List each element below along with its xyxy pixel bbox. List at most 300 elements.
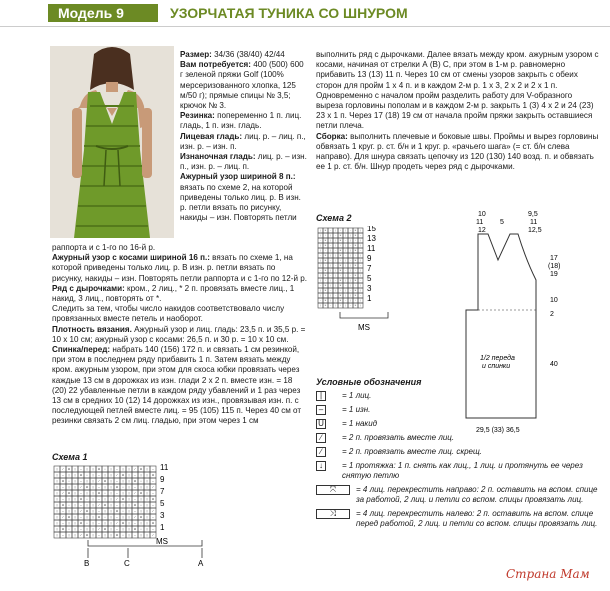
chart-row-number: 9 <box>160 475 165 484</box>
size-value: 34/36 (38/40) 42/44 <box>211 50 285 59</box>
chart-symbol: | <box>360 255 361 257</box>
chart-symbol: ∕ <box>340 290 341 292</box>
arrow-a-label: A <box>198 559 204 568</box>
chart-symbol: | <box>110 503 112 507</box>
chart-symbol: U <box>354 250 357 252</box>
chart-symbol: – <box>349 275 352 277</box>
chart-symbol: | <box>335 290 336 292</box>
chart-symbol: | <box>360 290 361 292</box>
chart-symbol: – <box>334 265 337 267</box>
chart-symbol: U <box>121 521 125 525</box>
pattern-top-2: 11 <box>476 219 484 226</box>
chart-symbol: | <box>140 521 142 525</box>
chart-row-number: 7 <box>367 264 372 273</box>
chart-symbol: | <box>104 521 106 525</box>
chart-symbol: | <box>92 497 94 501</box>
chart-symbol: | <box>330 265 331 267</box>
chart-symbol: | <box>56 491 58 495</box>
legend-text: = 1 накид <box>342 419 378 428</box>
chart-symbol: U <box>115 485 119 489</box>
chart-symbol: – <box>344 300 347 302</box>
chart-symbol: | <box>110 527 112 531</box>
chart-symbol: | <box>122 527 124 531</box>
chart-symbol: | <box>128 479 130 483</box>
pattern-top-3: 12 <box>478 227 486 234</box>
pattern-top-5: 11 <box>530 219 538 226</box>
pattern-side-1: 17 <box>550 255 558 262</box>
chart-row-number: 3 <box>160 511 165 520</box>
chart-symbol: ∕ <box>98 527 100 531</box>
chart-symbol: | <box>360 275 361 277</box>
chart-symbol: | <box>335 300 336 302</box>
chart-symbol: | <box>110 467 112 471</box>
chart-symbol: | <box>345 290 346 292</box>
chart-symbol: | <box>360 245 361 247</box>
knit-symbol: | <box>316 391 326 401</box>
legend-item <box>316 405 600 415</box>
chart-symbol: | <box>68 485 70 489</box>
chart-symbol: | <box>350 270 351 272</box>
chart-symbol: – <box>359 265 362 267</box>
chart-symbol: U <box>133 527 137 531</box>
chart-symbol: U <box>61 479 65 483</box>
chart-symbol: U <box>339 270 342 272</box>
pattern-side-2: (18) <box>548 263 561 270</box>
chart-symbol: | <box>350 265 351 267</box>
legend-title: Условные обозначения <box>316 377 422 387</box>
chart-symbol: ∕ <box>152 533 154 537</box>
legend-item <box>316 461 600 481</box>
chart-symbol: | <box>74 479 76 483</box>
chart-symbol: – <box>116 527 118 531</box>
pattern-side-5: 2 <box>550 311 554 318</box>
legend <box>316 377 600 533</box>
lace-pattern-label: Ажурный узор шириной 8 п.: <box>180 172 296 182</box>
instructions-column-3 <box>316 50 600 172</box>
chart-symbol: | <box>140 485 142 489</box>
instructions-column-2 <box>52 243 308 427</box>
eyelet-row-label: Ряд с дырочками: <box>52 283 125 293</box>
pattern-side-3: 19 <box>550 271 558 278</box>
chart-symbol: | <box>320 305 321 307</box>
chart-symbol: ∕ <box>80 485 82 489</box>
chart-symbol: | <box>92 533 94 537</box>
pattern-side-6: 40 <box>550 361 558 368</box>
chart-symbol: ∕ <box>134 515 136 519</box>
chart-symbol: | <box>74 521 76 525</box>
chart-symbol: U <box>67 467 71 471</box>
chart-symbol: – <box>116 467 118 471</box>
chart-symbol: | <box>110 491 112 495</box>
reverse-stockinette-label: Изнаночная гладь: <box>180 152 256 162</box>
chart-symbol: ∕ <box>325 295 326 297</box>
chart-symbol: ∕ <box>152 485 154 489</box>
chart-symbol: U <box>103 503 107 507</box>
chart-symbol: | <box>128 497 130 501</box>
chart-symbol: ∕ <box>340 260 341 262</box>
chart-symbol: | <box>56 503 58 507</box>
chart-symbol: | <box>360 305 361 307</box>
chart-symbol: | <box>104 533 106 537</box>
chart-symbol: | <box>128 467 130 471</box>
chart-symbol: U <box>85 509 89 513</box>
chart-symbol: | <box>56 479 58 483</box>
chart-symbol: ↓ <box>140 503 142 507</box>
chart-symbol: U <box>339 240 342 242</box>
back-front-value: набрать 140 (156) 172 п. и связать 1 см резинкой, при этом в последнем ряду прибавить 1 п. Затем вязать между кром. ажурным узором, при этом для скоса юбки провязать через каждые 13 см в дорожках из изн. глади 2 х 2 п. вместе изн. = 18 (20) 22 убавленные петли в каждом ряду убавлений и 1 раз через 13 см в средних 10 (12) 14 дорожках из изн., провязывая изн. п. с последующей петлей вместе лиц. = 95 (105) 115 п. Через 40 см от резинки связать 2 см лиц. гладью, при этом через 1 см <box>52 345 302 426</box>
chart-symbol: – <box>319 240 322 242</box>
chart-symbol: – <box>319 270 322 272</box>
chart-symbol: U <box>61 527 65 531</box>
chart-symbol: U <box>103 479 107 483</box>
chart-symbol: ∕ <box>325 280 326 282</box>
chart-symbol: – <box>334 235 337 237</box>
chart-symbol: | <box>128 515 130 519</box>
chart-symbol: U <box>324 230 327 232</box>
chart-symbol: ∕ <box>355 255 356 257</box>
chart-symbol: ∕ <box>355 285 356 287</box>
chart-symbol: – <box>80 527 82 531</box>
chart-symbol: | <box>335 240 336 242</box>
chart-symbol: | <box>146 479 148 483</box>
chart-symbol: – <box>98 533 100 537</box>
instructions-column-1 <box>180 50 308 223</box>
chart-symbol: – <box>344 255 347 257</box>
chart-row-number: 1 <box>160 523 165 532</box>
chart-symbol: | <box>110 473 112 477</box>
chart-symbol: – <box>62 473 64 477</box>
chart-symbol: – <box>134 473 136 477</box>
chart-symbol: | <box>330 280 331 282</box>
chart-symbol: ↓ <box>122 509 124 513</box>
chart-symbol: | <box>74 503 76 507</box>
chart-symbol: U <box>324 260 327 262</box>
chart-row-number: 5 <box>160 499 165 508</box>
rib-label: Резинка: <box>180 111 215 121</box>
legend-text: = 4 лиц. перекрестить налево: 2 п. оставить на вспом. спице перед работой, 2 лиц. и петли со вспом. спицы провязать лиц. <box>356 509 598 528</box>
chart-symbol: – <box>349 290 352 292</box>
chart-symbol: | <box>128 473 130 477</box>
chart-symbol: U <box>151 521 155 525</box>
chart-symbol: | <box>104 497 106 501</box>
chart-row-number: 13 <box>367 234 376 243</box>
chart-symbol: | <box>320 250 321 252</box>
materials-label: Вам потребуется: <box>180 60 251 70</box>
chart-symbol: | <box>335 285 336 287</box>
chart-symbol: ∕ <box>116 497 118 501</box>
legend-item <box>316 391 600 401</box>
chart-symbol: U <box>139 467 143 471</box>
chart-symbol: – <box>152 527 154 531</box>
chart-symbol: U <box>354 245 357 247</box>
chart-symbol: ↓ <box>68 503 70 507</box>
yarn-over-symbol: U <box>316 419 326 429</box>
chart-symbol: | <box>74 527 76 531</box>
chart-symbol: – <box>134 497 136 501</box>
chart-symbol: – <box>80 491 82 495</box>
chart-symbol: | <box>146 467 148 471</box>
size-label: Размер: <box>180 50 212 59</box>
chart-symbol: | <box>146 473 148 477</box>
chart-symbol: | <box>92 485 94 489</box>
eyelet-row-value: кром., 2 лиц., * 2 п. провязать вместе лиц., 1 накид, 3 лиц., повторять от *. <box>52 283 295 304</box>
chart-symbol: U <box>324 305 327 307</box>
chart-symbol: | <box>330 270 331 272</box>
chart-symbol: | <box>320 260 321 262</box>
chart-symbol: U <box>115 533 119 537</box>
chart-symbol: | <box>56 485 58 489</box>
pattern-top-6: 12,5 <box>528 227 542 234</box>
chart-symbol: – <box>152 503 154 507</box>
chart-symbol: U <box>79 473 83 477</box>
chart-symbol: | <box>56 533 58 537</box>
chart-symbol: ∕ <box>325 235 326 237</box>
chart-symbol: | <box>122 467 124 471</box>
chart-symbol: | <box>110 485 112 489</box>
chart-symbol: – <box>134 521 136 525</box>
chart-symbol: | <box>146 521 148 525</box>
chart-symbol: | <box>350 250 351 252</box>
chart-symbol: | <box>350 300 351 302</box>
lace-pattern-value: вязать по схеме 2, на которой приведены только лиц. р. В изн. р. петли вязать по рисунку, накиды – изн. Повторять петли <box>180 182 301 223</box>
chart-symbol: – <box>98 485 100 489</box>
chart-symbol: ∕ <box>340 245 341 247</box>
chart-symbol: U <box>151 473 155 477</box>
chart-symbol: | <box>92 467 94 471</box>
chart-symbol: | <box>92 473 94 477</box>
chart-symbol: | <box>92 491 94 495</box>
reverse-stockinette-value: лиц. р. – изн. п., изн. р. – лиц. п. <box>180 152 307 172</box>
chart-symbol: – <box>349 260 352 262</box>
arrow-b-label: B <box>84 559 90 568</box>
chart-symbol: – <box>329 230 332 232</box>
chart-symbol: ∕ <box>325 265 326 267</box>
chart-symbol: | <box>146 515 148 519</box>
chart-symbol: | <box>350 280 351 282</box>
chart-symbol: | <box>68 521 70 525</box>
chart-symbol: U <box>339 250 342 252</box>
chart-symbol: | <box>335 245 336 247</box>
chart-symbol: U <box>354 280 357 282</box>
chart-symbol: | <box>330 255 331 257</box>
chart-symbol: – <box>134 533 136 537</box>
chart-symbol: ∕ <box>80 509 82 513</box>
scheme-1-title: Схема 1 <box>52 452 88 462</box>
chart-symbol: – <box>349 305 352 307</box>
chart-symbol: | <box>104 473 106 477</box>
pattern-bottom: 29,5 (33) 36,5 <box>476 427 520 434</box>
chart-symbol: – <box>152 515 154 519</box>
chart-symbol: ↓ <box>104 467 106 471</box>
pattern-label-1: 1/2 переда <box>480 355 515 362</box>
assembly-value: выполнить плечевые и боковые швы. Проймы и вырез горловины обвязать 1 круг. р. ст. б/н и 1 круг. р. «рачьего шага» (= ст. б/н слева направо). Для шнура связать цепочку из 120 (130) 140 возд. п. и обвязать ее 1 р. ст. б/н. Шнур продеть через ряд с дырочками. <box>316 131 599 172</box>
chart-symbol: – <box>116 503 118 507</box>
chart-symbol: | <box>92 515 94 519</box>
scheme-2-title: Схема 2 <box>316 213 352 223</box>
chart-symbol: | <box>140 497 142 501</box>
chart-symbol: – <box>344 240 347 242</box>
chart-symbol: | <box>146 527 148 531</box>
chart-symbol: | <box>330 295 331 297</box>
scheme-2-chart <box>316 226 426 334</box>
gauge-label: Плотность вязания. <box>52 324 132 334</box>
chart-symbol: | <box>104 509 106 513</box>
note-text: Следить за тем, чтобы число накидов соответствовало числу провязанных вместе петель и наоборот. <box>52 304 285 324</box>
chart-symbol: | <box>320 230 321 232</box>
chart-symbol: U <box>324 245 327 247</box>
legend-text: = 1 изн. <box>342 405 371 414</box>
chart-symbol: ↓ <box>86 497 88 501</box>
chart-symbol: | <box>74 485 76 489</box>
chart-symbol: | <box>56 467 58 471</box>
cable-pattern-value: вязать по схеме 1, на которой приведены только лиц. р. В изн. р. петли вязать по рисунку, накиды – изн. Повторять петли раппорта и с 1-го по 12-й р. <box>52 253 307 283</box>
chart-symbol: U <box>339 280 342 282</box>
model-photo <box>50 46 174 238</box>
chart-symbol: – <box>98 473 100 477</box>
legend-text: = 2 п. провязать вместе лиц. <box>342 433 455 442</box>
chart-symbol: U <box>97 467 101 471</box>
chart-symbol: U <box>324 300 327 302</box>
page-title: УЗОРЧАТАЯ ТУНИКА СО ШНУРОМ <box>170 5 408 21</box>
chart-symbol: | <box>56 473 58 477</box>
chart-symbol: – <box>329 245 332 247</box>
chart-symbol: ↓ <box>122 485 124 489</box>
chart-row-number: 1 <box>367 294 372 303</box>
chart-symbol: | <box>345 260 346 262</box>
chart-symbol: | <box>86 503 88 507</box>
chart-symbol: – <box>349 230 352 232</box>
chart-symbol: | <box>320 235 321 237</box>
legend-item <box>316 485 600 505</box>
chart-symbol: | <box>56 527 58 531</box>
chart-symbol: U <box>339 235 342 237</box>
chart-symbol: – <box>329 260 332 262</box>
scheme-1-chart <box>52 464 252 568</box>
chart-symbol: – <box>329 305 332 307</box>
chart-symbol: | <box>330 285 331 287</box>
chart-symbol: | <box>56 521 58 525</box>
chart-symbol: – <box>116 491 118 495</box>
scheme-1-ms: MS <box>156 537 168 546</box>
chart-symbol: U <box>79 497 83 501</box>
chart-symbol: U <box>139 491 143 495</box>
chart-symbol: – <box>349 245 352 247</box>
k2tog-tbl-symbol: ∕ <box>316 447 326 457</box>
page-header <box>0 0 610 24</box>
chart-symbol: ∕ <box>340 305 341 307</box>
chart-symbol: | <box>92 479 94 483</box>
chart-symbol: | <box>330 235 331 237</box>
chart-symbol: U <box>324 290 327 292</box>
chart-symbol: – <box>359 280 362 282</box>
chart-symbol: – <box>62 485 64 489</box>
legend-text: = 1 лиц. <box>342 391 372 400</box>
chart-symbol: – <box>359 235 362 237</box>
chart-symbol: ↓ <box>68 479 70 483</box>
chart-symbol: | <box>335 275 336 277</box>
chart-symbol: – <box>134 485 136 489</box>
chart-symbol: | <box>320 265 321 267</box>
chart-row-number: 7 <box>160 487 165 496</box>
chart-symbol: U <box>61 503 65 507</box>
chart-symbol: | <box>335 230 336 232</box>
stockinette-label: Лицевая гладь: <box>180 131 243 141</box>
chart-symbol: | <box>74 509 76 513</box>
chart-symbol: – <box>344 270 347 272</box>
chart-symbol: | <box>104 485 106 489</box>
tunic-illustration <box>50 46 174 238</box>
chart-symbol: | <box>345 275 346 277</box>
chart-symbol: U <box>151 497 155 501</box>
chart-symbol: – <box>116 479 118 483</box>
chart-symbol: | <box>345 230 346 232</box>
header-divider <box>0 26 610 27</box>
chart-symbol: | <box>330 300 331 302</box>
chart-symbol: | <box>320 290 321 292</box>
chart-symbol: | <box>320 280 321 282</box>
chart-symbol: – <box>319 300 322 302</box>
chart-symbol: | <box>92 527 94 531</box>
chart-symbol: – <box>359 250 362 252</box>
chart-symbol: U <box>324 270 327 272</box>
chart-symbol: | <box>110 533 112 537</box>
chart-symbol: | <box>350 285 351 287</box>
legend-item <box>316 419 600 429</box>
chart-symbol: | <box>128 485 130 489</box>
cable-pattern-label: Ажурный узор с косами шириной 16 п.: <box>52 253 210 263</box>
chart-symbol: ↓ <box>104 491 106 495</box>
chart-symbol: | <box>140 533 142 537</box>
chart-symbol: | <box>345 235 346 237</box>
chart-symbol: U <box>121 497 125 501</box>
chart-symbol: ∕ <box>340 275 341 277</box>
chart-symbol: U <box>354 260 357 262</box>
model-label: Модель 9 <box>48 4 158 22</box>
chart-symbol: – <box>98 509 100 513</box>
chart-symbol: | <box>146 503 148 507</box>
chart-symbol: | <box>74 467 76 471</box>
chart-symbol: | <box>360 260 361 262</box>
chart-symbol: | <box>122 491 124 495</box>
chart-symbol: | <box>350 235 351 237</box>
chart-symbol: U <box>324 240 327 242</box>
chart-symbol: | <box>110 515 112 519</box>
chart-symbol: – <box>319 285 322 287</box>
chart-symbol: ∕ <box>80 533 82 537</box>
chart-symbol: | <box>68 473 70 477</box>
chart-symbol: | <box>74 473 76 477</box>
chart-symbol: | <box>140 509 142 513</box>
chart-symbol: ↓ <box>68 527 70 531</box>
chart-symbol: ∕ <box>152 509 154 513</box>
legend-text: = 4 лиц. перекрестить направо: 2 п. оставить на вспом. спице за работой, 2 лиц. и петли со вспом. спицы провязать лиц. <box>356 485 598 504</box>
chart-symbol: | <box>330 240 331 242</box>
chart-symbol: – <box>80 467 82 471</box>
chart-symbol: | <box>345 280 346 282</box>
chart-symbol: U <box>354 290 357 292</box>
chart-symbol: – <box>80 479 82 483</box>
chart-symbol: ↓ <box>122 533 124 537</box>
chart-symbol: ∕ <box>340 230 341 232</box>
chart-symbol: ∕ <box>62 491 64 495</box>
chart-symbol: | <box>56 509 58 513</box>
chart-symbol: | <box>92 503 94 507</box>
chart-symbol: – <box>62 521 64 525</box>
chart-symbol: U <box>97 515 101 519</box>
chart-symbol: | <box>128 509 130 513</box>
chart-symbol: | <box>140 473 142 477</box>
chart-symbol: U <box>339 265 342 267</box>
